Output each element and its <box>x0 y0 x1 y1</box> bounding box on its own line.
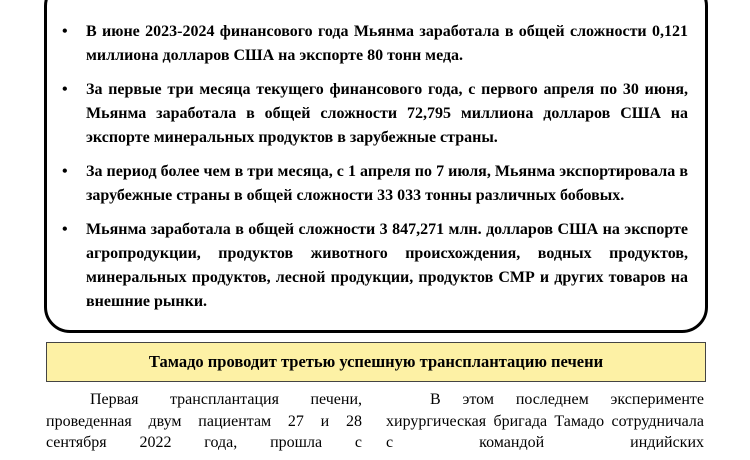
article-headline-banner <box>46 342 706 382</box>
article-headline: Тамадо проводит третью успешную трансплантацию печени <box>148 352 604 371</box>
article-column-left <box>46 389 362 454</box>
bullet-item <box>60 160 688 208</box>
bullet-list <box>60 20 688 324</box>
article-paragraph: В этом последнем эксперименте хирургическая бригада Тамадо сотрудничала с командой индийских <box>386 391 704 451</box>
bullet-dot-icon: • <box>62 163 68 180</box>
bullet-item <box>60 20 688 68</box>
article-column-right <box>386 389 704 454</box>
bullet-item <box>60 218 688 314</box>
bullet-dot-icon: • <box>62 23 68 40</box>
bullet-dot-icon: • <box>62 221 68 238</box>
bullet-text: Мьянма заработала в общей сложности 3 847,271 млн. долларов США на экспорте агропродукции, продуктов животного происхождения, водных продуктов, минеральных продуктов, лесной продукции, продуктов СМР и других товаров на внешние рынки. <box>86 221 688 310</box>
article-paragraph: Первая трансплантация печени, проведенная двум пациентам 27 и 28 сентября 2022 года, прошла с <box>46 391 362 451</box>
bullet-item <box>60 78 688 150</box>
bullet-dot-icon: • <box>62 81 68 98</box>
bullet-text: В июне 2023-2024 финансового года Мьянма заработала в общей сложности 0,121 миллиона долларов США на экспорте 80 тонн меда. <box>86 23 688 64</box>
bullet-text: За период более чем в три месяца, с 1 апреля по 7 июля, Мьянма экспортировала в зарубежные страны в общей сложности 33 033 тонны различных бобовых. <box>86 163 688 204</box>
bullet-text: За первые три месяца текущего финансового года, с первого апреля по 30 июня, Мьянма заработала в общей сложности 72,795 миллиона долларов США на экспорте минеральных продуктов в зарубежные страны. <box>86 81 688 146</box>
